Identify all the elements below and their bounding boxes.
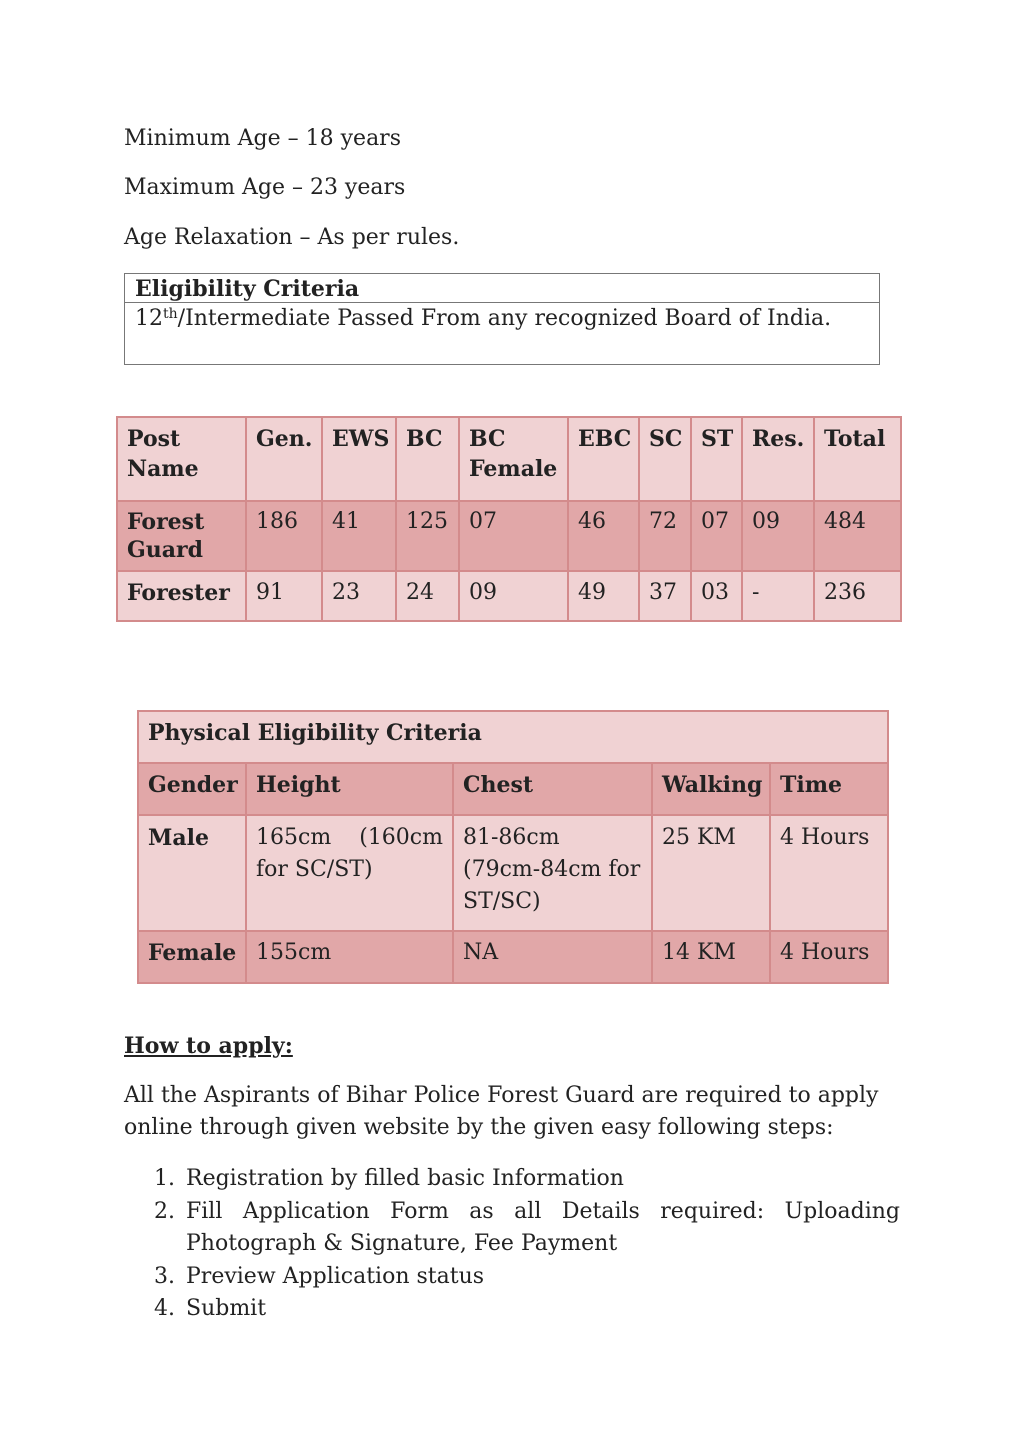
step-number: 4. [154, 1296, 175, 1321]
table-cell: 155cm [246, 931, 453, 983]
header-gender: Gender [138, 763, 246, 815]
header-height: Height [246, 763, 453, 815]
list-item [124, 1293, 900, 1326]
table-cell: 46 [568, 501, 639, 571]
table-cell: 81-86cm (79cm-84cm for ST/SC) [453, 815, 652, 931]
step-text: Registration by filled basic Information [186, 1166, 624, 1191]
table-cell: 41 [322, 501, 396, 571]
table-row [117, 501, 901, 571]
step-text: Fill Application Form as all Details required: Uploading Photograph & Signature, Fee Payment [186, 1198, 900, 1256]
table-cell: 07 [459, 501, 568, 571]
header-post-name: Post Name [117, 417, 246, 501]
eligibility-criteria-text: 12th/Intermediate Passed From any recognized Board of India. [135, 306, 832, 331]
table-cell: 23 [322, 571, 396, 621]
table-row [117, 571, 901, 621]
post-name-cell: Forester [117, 571, 246, 621]
header-ebc: EBC [568, 417, 639, 501]
table-cell: 07 [691, 501, 742, 571]
header-sc: SC [639, 417, 691, 501]
table-row [138, 931, 888, 983]
physical-criteria-table [137, 710, 889, 984]
age-relaxation-text: Age Relaxation – As per rules. [124, 225, 460, 250]
header-total: Total [814, 417, 901, 501]
step-number: 2. [154, 1198, 175, 1224]
gender-cell: Female [138, 931, 246, 983]
table-cell: 91 [246, 571, 322, 621]
table-cell: 14 KM [652, 931, 770, 983]
table-cell: NA [453, 931, 652, 983]
table-cell: 25 KM [652, 815, 770, 931]
apply-steps-list [124, 1163, 900, 1326]
vacancy-table [116, 416, 902, 622]
how-to-apply-heading: How to apply: [124, 1033, 293, 1059]
table-cell: 72 [639, 501, 691, 571]
header-time: Time [770, 763, 888, 815]
step-text: Preview Application status [186, 1263, 485, 1289]
list-item [124, 1261, 900, 1294]
table-cell: 09 [459, 571, 568, 621]
maximum-age-text: Maximum Age – 23 years [124, 175, 406, 200]
table-cell: 37 [639, 571, 691, 621]
header-bc: BC [396, 417, 459, 501]
vacancy-header-row [117, 417, 901, 501]
table-cell: 03 [691, 571, 742, 621]
list-item [124, 1163, 900, 1196]
physical-criteria-title: Physical Eligibility Criteria [138, 711, 888, 763]
list-item [124, 1196, 900, 1261]
header-bc-female: BC Female [459, 417, 568, 501]
table-cell: 236 [814, 571, 901, 621]
step-number: 3. [154, 1263, 175, 1289]
minimum-age-text: Minimum Age – 18 years [124, 126, 401, 151]
eligibility-criteria-box [124, 273, 880, 365]
physical-header-row [138, 763, 888, 815]
physical-title-row [138, 711, 888, 763]
table-cell: 125 [396, 501, 459, 571]
eligibility-criteria-heading: Eligibility Criteria [125, 274, 879, 303]
table-cell: 09 [742, 501, 814, 571]
header-gen: Gen. [246, 417, 322, 501]
table-cell: - [742, 571, 814, 621]
gender-cell: Male [138, 815, 246, 931]
header-walking: Walking [652, 763, 770, 815]
header-ews: EWS [322, 417, 396, 501]
header-chest: Chest [453, 763, 652, 815]
table-cell: 484 [814, 501, 901, 571]
post-name-cell: Forest Guard [117, 501, 246, 571]
table-cell: 186 [246, 501, 322, 571]
table-cell: 49 [568, 571, 639, 621]
table-cell: 4 Hours [770, 931, 888, 983]
header-st: ST [691, 417, 742, 501]
apply-intro-text: All the Aspirants of Bihar Police Forest Guard are required to apply online through given website by the given easy following steps: [124, 1083, 879, 1140]
table-cell: 165cm (160cm for SC/ST) [246, 815, 453, 931]
table-cell: 4 Hours [770, 815, 888, 931]
step-text: Submit [186, 1296, 267, 1321]
step-number: 1. [154, 1166, 175, 1191]
table-cell: 24 [396, 571, 459, 621]
header-res: Res. [742, 417, 814, 501]
table-row [138, 815, 888, 931]
